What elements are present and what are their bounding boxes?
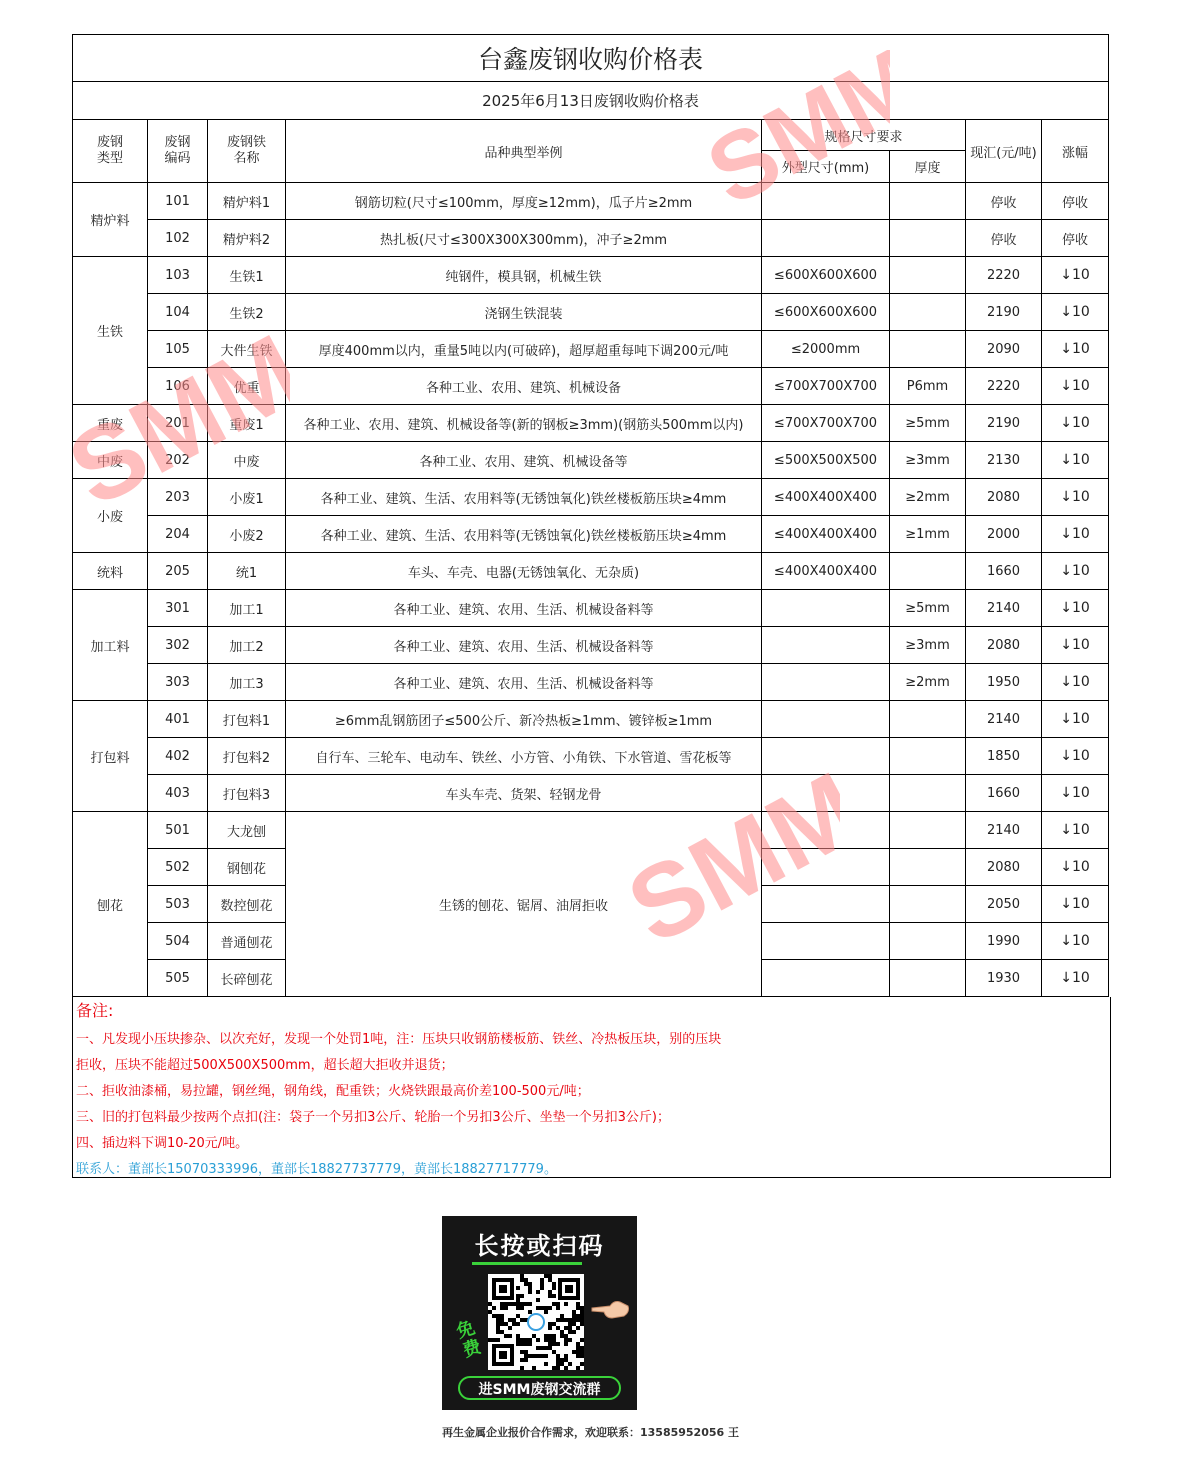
cell-name: 打包料3	[208, 775, 286, 812]
cell-thickness	[890, 849, 966, 886]
cell-price: 2000	[966, 516, 1042, 553]
header-price: 现汇(元/吨)	[966, 120, 1042, 183]
cell-name: 大龙刨	[208, 812, 286, 849]
cell-price: 2140	[966, 701, 1042, 738]
cell-example: 各种工业、建筑、农用、生活、机械设备料等	[286, 664, 762, 701]
cell-price: 2080	[966, 849, 1042, 886]
cell-change: ↓10	[1042, 294, 1109, 331]
table-row	[73, 775, 1109, 812]
header-change: 涨幅	[1042, 120, 1109, 183]
price-sheet	[72, 34, 1108, 1178]
table-row	[73, 331, 1109, 368]
cell-name: 打包料1	[208, 701, 286, 738]
cell-outer: ≤600X600X600	[762, 257, 890, 294]
cell-change: ↓10	[1042, 405, 1109, 442]
cell-change: ↓10	[1042, 627, 1109, 664]
header-thickness: 厚度	[890, 151, 966, 183]
header-example: 品种典型举例	[286, 120, 762, 183]
cell-type: 小废	[73, 479, 148, 553]
cell-example: ≥6mm乱钢筋团子≤500公斤、新冷热板≥1mm、镀锌板≥1mm	[286, 701, 762, 738]
cell-price: 停收	[966, 183, 1042, 220]
price-table	[72, 34, 1109, 997]
cell-code: 501	[148, 812, 208, 849]
cell-type: 统料	[73, 553, 148, 590]
cell-price: 2140	[966, 812, 1042, 849]
qr-code[interactable]	[488, 1274, 584, 1370]
cell-code: 203	[148, 479, 208, 516]
cell-change: ↓10	[1042, 368, 1109, 405]
cell-price: 1850	[966, 738, 1042, 775]
cell-type: 重废	[73, 405, 148, 442]
cell-outer	[762, 886, 890, 923]
cell-outer	[762, 590, 890, 627]
cell-thickness	[890, 960, 966, 997]
cell-change: ↓10	[1042, 479, 1109, 516]
cell-thickness	[890, 812, 966, 849]
cell-change: ↓10	[1042, 923, 1109, 960]
cell-outer	[762, 627, 890, 664]
cell-thickness: ≥5mm	[890, 590, 966, 627]
cell-name: 优重	[208, 368, 286, 405]
cell-name: 长碎刨花	[208, 960, 286, 997]
cell-outer: ≤400X400X400	[762, 553, 890, 590]
cell-thickness	[890, 738, 966, 775]
cell-name: 普通刨花	[208, 923, 286, 960]
cell-outer	[762, 664, 890, 701]
cell-change: ↓10	[1042, 738, 1109, 775]
note-line: 三、旧的打包料最少按两个点扣(注：袋子一个另扣3公斤、轮胎一个另扣3公斤、坐垫一个另扣3公斤)；	[76, 1110, 670, 1125]
cell-price: 2080	[966, 479, 1042, 516]
cell-code: 403	[148, 775, 208, 812]
cell-outer: ≤400X400X400	[762, 479, 890, 516]
cell-outer: ≤400X400X400	[762, 516, 890, 553]
cell-thickness	[890, 886, 966, 923]
qr-promo[interactable]	[442, 1216, 637, 1410]
pointing-hand-icon	[590, 1296, 630, 1322]
footer-contact: 再生金属企业报价合作需求，欢迎联系：13585952056 王	[441, 1426, 740, 1439]
header-outer: 外型尺寸(mm)	[762, 151, 890, 183]
cell-code: 101	[148, 183, 208, 220]
cell-thickness: ≥3mm	[890, 442, 966, 479]
cell-type: 刨花	[73, 812, 148, 997]
cell-outer: ≤700X700X700	[762, 405, 890, 442]
cell-outer	[762, 923, 890, 960]
cell-thickness	[890, 183, 966, 220]
table-row	[73, 183, 1109, 220]
cell-name: 精炉料1	[208, 183, 286, 220]
table-row	[73, 368, 1109, 405]
table-row	[73, 479, 1109, 516]
cell-name: 加工2	[208, 627, 286, 664]
cell-price: 2090	[966, 331, 1042, 368]
cell-price: 1660	[966, 553, 1042, 590]
cell-name: 生铁2	[208, 294, 286, 331]
cell-example: 各种工业、农用、建筑、机械设备等	[286, 442, 762, 479]
cell-example: 纯钢件，模具钢，机械生铁	[286, 257, 762, 294]
cell-name: 小废2	[208, 516, 286, 553]
cell-outer: ≤600X600X600	[762, 294, 890, 331]
cell-price: 2190	[966, 405, 1042, 442]
cell-code: 402	[148, 738, 208, 775]
svg-text:SMM: SMM	[700, 50, 890, 200]
cell-example: 浇钢生铁混装	[286, 294, 762, 331]
cell-thickness: ≥1mm	[890, 516, 966, 553]
cell-thickness	[890, 775, 966, 812]
cell-name: 小废1	[208, 479, 286, 516]
cell-code: 205	[148, 553, 208, 590]
cell-name: 钢刨花	[208, 849, 286, 886]
note-line: 四、插边料下调10-20元/吨。	[76, 1136, 249, 1151]
cell-outer	[762, 812, 890, 849]
table-subtitle: 2025年6月13日废钢收购价格表	[73, 82, 1109, 120]
cell-change: ↓10	[1042, 812, 1109, 849]
cell-outer: ≤2000mm	[762, 331, 890, 368]
cell-thickness	[890, 257, 966, 294]
cell-example: 各种工业、建筑、农用、生活、机械设备料等	[286, 590, 762, 627]
table-row	[73, 664, 1109, 701]
cell-code: 104	[148, 294, 208, 331]
cell-code: 102	[148, 220, 208, 257]
cell-price: 2080	[966, 627, 1042, 664]
cell-outer	[762, 701, 890, 738]
cell-thickness	[890, 701, 966, 738]
cell-change: ↓10	[1042, 257, 1109, 294]
cell-name: 中废	[208, 442, 286, 479]
cell-change: ↓10	[1042, 701, 1109, 738]
table-row	[73, 553, 1109, 590]
cell-outer	[762, 775, 890, 812]
cell-example: 车头、车壳、电器(无锈蚀氧化、无杂质)	[286, 553, 762, 590]
cell-name: 重废1	[208, 405, 286, 442]
cell-change: ↓10	[1042, 960, 1109, 997]
cell-example: 各种工业、农用、建筑、机械设备等(新的钢板≥3mm)(钢筋头500mm以内)	[286, 405, 762, 442]
cell-code: 502	[148, 849, 208, 886]
notes-label: 备注:	[76, 1001, 114, 1020]
cell-outer	[762, 220, 890, 257]
cell-change: ↓10	[1042, 775, 1109, 812]
cell-example: 钢筋切粒(尺寸≤100mm，厚度≥12mm)，瓜子片≥2mm	[286, 183, 762, 220]
cell-code: 505	[148, 960, 208, 997]
cell-price: 2190	[966, 294, 1042, 331]
cell-code: 202	[148, 442, 208, 479]
header-code: 废钢编码	[148, 120, 208, 183]
cell-price: 1930	[966, 960, 1042, 997]
svg-text:SMM: SMM	[620, 770, 840, 940]
cell-name: 统1	[208, 553, 286, 590]
join-group-button[interactable]: 进SMM废钢交流群	[458, 1376, 621, 1400]
cell-outer	[762, 183, 890, 220]
cell-code: 303	[148, 664, 208, 701]
cell-example: 热扎板(尺寸≤300X300X300mm)，冲子≥2mm	[286, 220, 762, 257]
cell-change: ↓10	[1042, 442, 1109, 479]
cell-price: 2130	[966, 442, 1042, 479]
cell-name: 打包料2	[208, 738, 286, 775]
cell-change: ↓10	[1042, 553, 1109, 590]
cell-example: 厚度400mm以内，重量5吨以内(可破碎)，超厚超重每吨下调200元/吨	[286, 331, 762, 368]
cell-change: ↓10	[1042, 664, 1109, 701]
cell-price: 2220	[966, 368, 1042, 405]
cell-type: 精炉料	[73, 183, 148, 257]
table-row	[73, 738, 1109, 775]
cell-outer	[762, 849, 890, 886]
cell-thickness: ≥3mm	[890, 627, 966, 664]
cell-code: 103	[148, 257, 208, 294]
cell-type: 中废	[73, 442, 148, 479]
cell-example: 生锈的刨花、锯屑、油屑拒收	[286, 812, 762, 997]
table-row	[73, 590, 1109, 627]
cell-change: ↓10	[1042, 516, 1109, 553]
cell-thickness	[890, 331, 966, 368]
cell-name: 生铁1	[208, 257, 286, 294]
cell-code: 106	[148, 368, 208, 405]
cell-price: 2220	[966, 257, 1042, 294]
qr-title: 长按或扫码	[474, 1232, 605, 1260]
cell-name: 加工1	[208, 590, 286, 627]
cell-example: 各种工业、建筑、生活、农用料等(无锈蚀氧化)铁丝楼板筋压块≥4mm	[286, 479, 762, 516]
cell-price: 1990	[966, 923, 1042, 960]
table-row	[73, 812, 1109, 849]
cell-price: 1950	[966, 664, 1042, 701]
cell-outer: ≤700X700X700	[762, 368, 890, 405]
cell-outer	[762, 960, 890, 997]
notes-section	[72, 997, 1111, 1178]
cell-type: 打包料	[73, 701, 148, 812]
cell-change: ↓10	[1042, 886, 1109, 923]
cell-code: 302	[148, 627, 208, 664]
table-row	[73, 405, 1109, 442]
cell-name: 大件生铁	[208, 331, 286, 368]
header-type: 废钢类型	[73, 120, 148, 183]
cell-code: 201	[148, 405, 208, 442]
table-row	[73, 294, 1109, 331]
table-row	[73, 220, 1109, 257]
cell-price: 2140	[966, 590, 1042, 627]
cell-type: 生铁	[73, 257, 148, 405]
table-row	[73, 442, 1109, 479]
cell-outer	[762, 738, 890, 775]
table-title: 台鑫废钢收购价格表	[73, 35, 1109, 82]
table-row	[73, 701, 1109, 738]
cell-name: 精炉料2	[208, 220, 286, 257]
header-spec: 规格尺寸要求	[762, 120, 966, 151]
table-row	[73, 627, 1109, 664]
cell-change: 停收	[1042, 183, 1109, 220]
cell-code: 204	[148, 516, 208, 553]
cell-name: 数控刨花	[208, 886, 286, 923]
cell-thickness	[890, 553, 966, 590]
cell-thickness	[890, 220, 966, 257]
cell-thickness: ≥2mm	[890, 479, 966, 516]
cell-price: 2050	[966, 886, 1042, 923]
cell-change: 停收	[1042, 220, 1109, 257]
cell-code: 504	[148, 923, 208, 960]
cell-example: 各种工业、建筑、生活、农用料等(无锈蚀氧化)铁丝楼板筋压块≥4mm	[286, 516, 762, 553]
cell-example: 车头车壳、货架、轻钢龙骨	[286, 775, 762, 812]
table-row	[73, 257, 1109, 294]
cell-price: 停收	[966, 220, 1042, 257]
cell-price: 1660	[966, 775, 1042, 812]
cell-code: 301	[148, 590, 208, 627]
cell-code: 503	[148, 886, 208, 923]
cell-change: ↓10	[1042, 590, 1109, 627]
cell-thickness	[890, 923, 966, 960]
cell-type: 加工料	[73, 590, 148, 701]
cell-outer: ≤500X500X500	[762, 442, 890, 479]
cell-code: 401	[148, 701, 208, 738]
cell-example: 各种工业、农用、建筑、机械设备	[286, 368, 762, 405]
cell-thickness: ≥2mm	[890, 664, 966, 701]
header-name: 废钢铁名称	[208, 120, 286, 183]
table-row	[73, 516, 1109, 553]
cell-name: 加工3	[208, 664, 286, 701]
note-line: 二、拒收油漆桶，易拉罐，钢丝绳，钢角线，配重铁；火烧铁跟最高价差100-500元/吨；	[76, 1084, 590, 1099]
cell-change: ↓10	[1042, 849, 1109, 886]
cell-thickness: P6mm	[890, 368, 966, 405]
note-line: 一、凡发现小压块掺杂、以次充好，发现一个处罚1吨，注：压块只收钢筋楼板筋、铁丝、冷热板压块，别的压块	[76, 1032, 722, 1047]
note-line: 拒收，压块不能超过500X500X500mm，超长超大拒收并退货；	[76, 1058, 454, 1073]
qr-free-label: 免费	[453, 1317, 484, 1362]
cell-thickness	[890, 294, 966, 331]
svg-text:SMM: SMM	[60, 330, 290, 500]
cell-change: ↓10	[1042, 331, 1109, 368]
qr-decoration	[472, 1262, 582, 1265]
cell-code: 105	[148, 331, 208, 368]
contact-line: 联系人：董部长15070333996，董部长18827737779，黄部长18827717779。	[76, 1162, 557, 1177]
cell-thickness: ≥5mm	[890, 405, 966, 442]
cell-example: 自行车、三轮车、电动车、铁丝、小方管、小角铁、下水管道、雪花板等	[286, 738, 762, 775]
cell-example: 各种工业、建筑、农用、生活、机械设备料等	[286, 627, 762, 664]
